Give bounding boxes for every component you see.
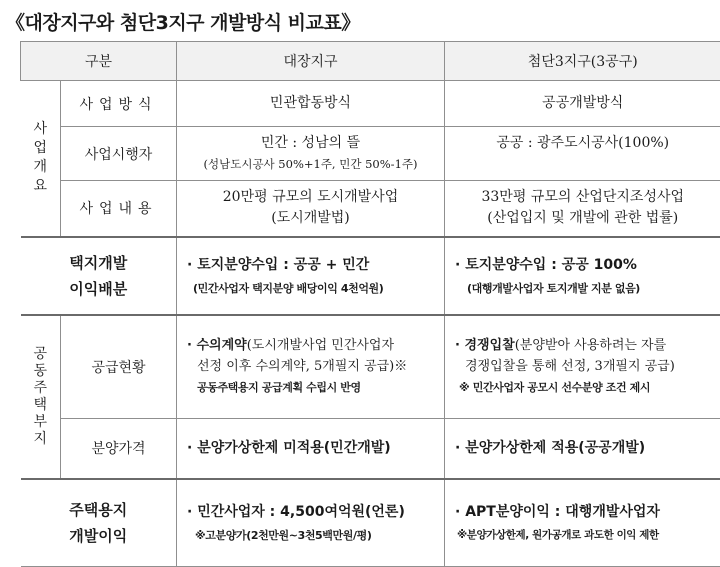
text-line: 33만평 규모의 산업단지조성사업	[481, 189, 685, 206]
label-business-operator: 사업시행자	[61, 127, 177, 181]
daejang-business-method	[177, 81, 445, 127]
label-housing-profit	[21, 479, 177, 567]
header-daejang: 대장지구	[177, 42, 445, 81]
text-line: · 민간사업자 : 4,500여억원(언론)	[187, 504, 405, 521]
text-segment: (도시개발사업 민간사업자	[246, 338, 395, 354]
text-line: 민간 : 성남의 뜰	[260, 134, 361, 151]
cheomdan-business-content	[445, 181, 720, 237]
text-line: 선정 이후 수의계약, 5개필지 공급)※	[197, 359, 408, 375]
text-line: 민관합동방식	[269, 95, 352, 111]
text-line: ※고분양가(2천만원~3천5백만원/평)	[195, 529, 372, 543]
label-business-content: 사업내용	[61, 181, 177, 237]
text-line: (성남도시공사 50%+1주, 민간 50%-1주)	[203, 156, 418, 171]
text-line: ※분양가상한제, 원가공개로 과도한 이익 제한	[457, 529, 659, 542]
text-line: (민간사업자 택지분양 배당이익 4천억원)	[193, 282, 384, 295]
text-line: 주택용지	[69, 500, 128, 519]
label-business-method: 사업방식	[61, 81, 177, 127]
daejang-land-profit	[177, 237, 445, 315]
cheomdan-sale-price: · 분양가상한제 적용(공공개발)	[445, 419, 720, 479]
row-housing-profit	[21, 479, 720, 567]
label-land-profit	[21, 237, 177, 315]
daejang-business-content	[177, 181, 445, 237]
housing-land-label: 공 동 주 택 부 지	[21, 315, 61, 479]
daejang-sale-price: · 분양가상한제 미적용(민간개발)	[177, 419, 445, 479]
header-cheomdan: 첨단3지구(3공구)	[445, 42, 720, 81]
text-line: 경쟁입찰을 통해 선정, 3개필지 공급)	[465, 359, 675, 375]
daejang-housing-profit	[177, 479, 445, 567]
comparison-table	[20, 41, 720, 567]
text-line: 공공 : 광주도시공사(100%)	[496, 135, 670, 151]
business-overview-label: 사 업 개 요	[21, 81, 61, 237]
row-supply-status	[21, 315, 720, 419]
text-line: · 토지분양수입 : 공공 + 민간	[187, 257, 370, 273]
label-supply-status: 공급현황	[61, 315, 177, 419]
page-title: 《대장지구와 첨단3지구 개발방식 비교표》	[6, 12, 360, 34]
text-line: · 토지분양수입 : 공공 100%	[455, 257, 637, 273]
supply-method-bold: · 경쟁입찰	[455, 338, 515, 354]
text-line	[455, 335, 720, 356]
text-line: 개발이익	[69, 526, 128, 545]
text-line: 택지개발	[69, 253, 128, 272]
label-sale-price: 분양가격	[61, 419, 177, 479]
cheomdan-supply-status	[445, 315, 720, 419]
cheomdan-housing-profit	[445, 479, 720, 567]
text-line: (도시개발법)	[271, 210, 350, 227]
text-line: 이익배분	[69, 279, 128, 298]
text-line: ※ 민간사업자 공모시 선수분양 조건 제시	[459, 381, 651, 395]
text-segment: (분양받아 사용하려는 자를	[514, 338, 667, 354]
row-business-operator	[21, 127, 720, 181]
text-line: 20만평 규모의 도시개발사업	[222, 189, 399, 206]
text-line: 공동주택용지 공급계획 수립시 반영	[197, 381, 361, 395]
daejang-supply-status	[177, 315, 445, 419]
text-line: · APT분양이익 : 대행개발사업자	[455, 504, 660, 521]
row-business-content	[21, 181, 720, 237]
supply-method-bold: · 수의계약	[187, 338, 247, 354]
table-header-row	[21, 42, 720, 81]
text-line	[187, 335, 444, 356]
row-sale-price	[21, 419, 720, 479]
text-line: (대행개발사업자 토지개발 지분 없음)	[467, 282, 640, 295]
cheomdan-business-operator	[445, 127, 720, 181]
row-business-method	[21, 81, 720, 127]
cheomdan-land-profit	[445, 237, 720, 315]
daejang-business-operator	[177, 127, 445, 181]
text-line: 공공개발방식	[542, 95, 624, 111]
header-category: 구분	[21, 42, 177, 81]
text-line: (산업입지 및 개발에 관한 법률)	[487, 210, 679, 227]
cheomdan-business-method	[445, 81, 720, 127]
row-land-profit	[21, 237, 720, 315]
